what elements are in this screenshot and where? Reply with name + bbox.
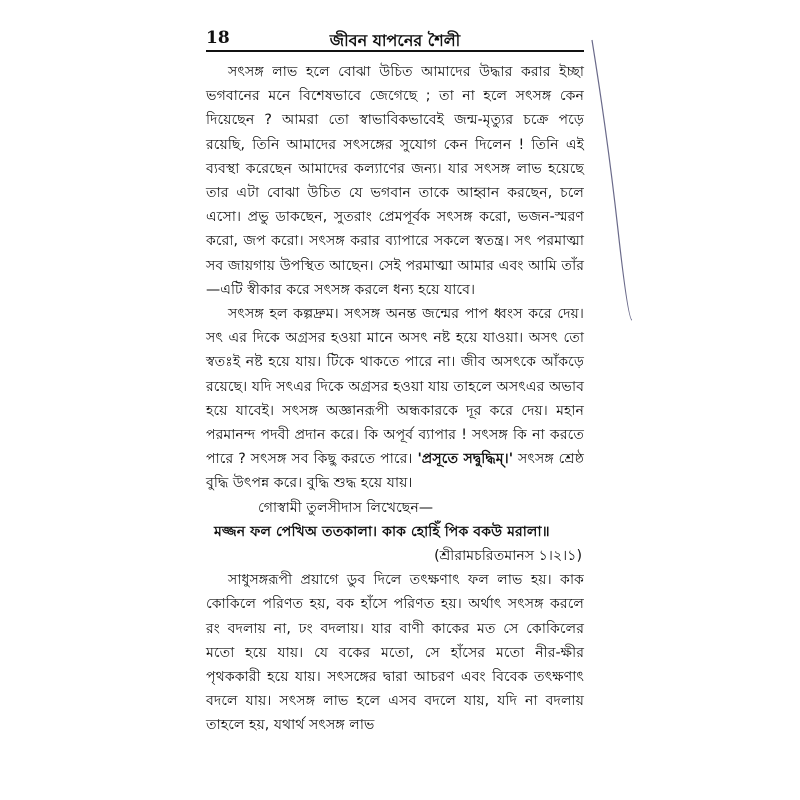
paragraph-2-text-b: সৎসঙ্গ শ্রেষ্ঠ বুদ্ধি উৎপন্ন করে। বুদ্ধি শুদ্ধ হয়ে যায়। xyxy=(206,451,584,492)
verse-line: মজ্জন ফল পেখিঅ ততকালা। কাক হোহিঁ পিক বকউ মরালা॥ xyxy=(214,523,550,540)
paragraph-2 xyxy=(206,302,584,496)
verse-citation: (শ্রীরামচরিতমানস ১।২।১) xyxy=(434,548,582,565)
paragraph-4: সাধুসঙ্গরূপী প্রয়াগে ডুব দিলে তৎক্ষণাৎ ফল লাভ হয়। কাক কোকিলে পরিণত হয়, বক হাঁসে পরিণত হয়। অর্থাৎ সৎসঙ্গ করলে রং বদলায় না, ঢং বদলায়। যার বাণী কাকের মত সে কোকিলের মতো হয়ে যায়। যে বকের মতো, সে হাঁসের মতো নীর-ক্ষীর পৃথককারী হয়ে যায়। সৎসঙ্গের দ্বারা আচরণ এবং বিবেক তৎক্ষণাৎ বদলে যায়। সৎসঙ্গ লাভ হলে এসব বদলে যায়, যদি না বদলায় তাহলে হয়, যথার্থ সৎসঙ্গ লাভ xyxy=(206,572,584,734)
running-title: জীবন যাপনের শৈলী xyxy=(329,31,461,50)
sanskrit-quote: 'প্রসূতে সদ্বুদ্ধিম্।' xyxy=(417,451,514,468)
header-rule xyxy=(206,50,584,52)
page-header xyxy=(206,24,584,48)
page-body xyxy=(206,60,584,738)
paragraph-1: সৎসঙ্গ লাভ হলে বোঝা উচিত আমাদের উদ্ধার করার ইচ্ছা ভগবানের মনে বিশেষভাবে জেগেছে ; তা না হলে সৎসঙ্গ কেন দিয়েছেন ? আমরা তো স্বাভাবিকভাবেই জন্ম-মৃত্যুর চক্রে পড়ে রয়েছি, তিনি আমাদের সৎসঙ্গের সুযোগ কেন দিলেন ! তিনি এই ব্যবস্থা করেছেন আমাদের কল্যাণের জন্য। যার সৎসঙ্গ লাভ হয়েছে তার এটা বোঝা উচিত যে ভগবান তাকে আহ্বান করছেন, চলে এসো। প্রভু ডাকছেন, সুতরাং প্রেমপূর্বক সৎসঙ্গ করো, ভজন-স্মরণ করো, জপ করো। সৎসঙ্গ করার ব্যাপারে সকলে স্বতন্ত্র। সৎ পরমাত্মা সব জায়গায় উপস্থিত আছেন। সেই পরমাত্মা আমার এবং আমি তাঁর—এটি স্বীকার করে সৎসঙ্গ করলে ধন্য হয়ে যাবে। xyxy=(206,64,584,298)
paragraph-2-text-a: সৎসঙ্গ হল কল্পদ্রুম। সৎসঙ্গ অনন্ত জন্মের পাপ ধ্বংস করে দেয়। সৎ এর দিকে অগ্রসর হওয়া মানে অসৎ নষ্ট হয়ে যাওয়া। অসৎ তো স্বতঃই নষ্ট হয়ে যায়। টিকে থাকতে পারে না। জীব অসৎকে আঁকড়ে রয়েছে। যদি সৎএর দিকে অগ্রসর হওয়া যায় তাহলে অসৎএর অভাব হয়ে যাবেই। সৎসঙ্গ অজ্ঞানরূপী অন্ধকারকে দূর করে দেয়। মহান পরমানন্দ পদবী প্রদান করে। কি অপূর্ব ব্যাপার ! সৎসঙ্গ কি না করতে পারে ? সৎসঙ্গ সব কিছু করতে পারে। xyxy=(206,306,584,468)
paragraph-3: গোস্বামী তুলসীদাস লিখেছেন— xyxy=(258,499,434,516)
page-number: 18 xyxy=(206,28,230,48)
pen-stroke-icon xyxy=(592,40,632,320)
